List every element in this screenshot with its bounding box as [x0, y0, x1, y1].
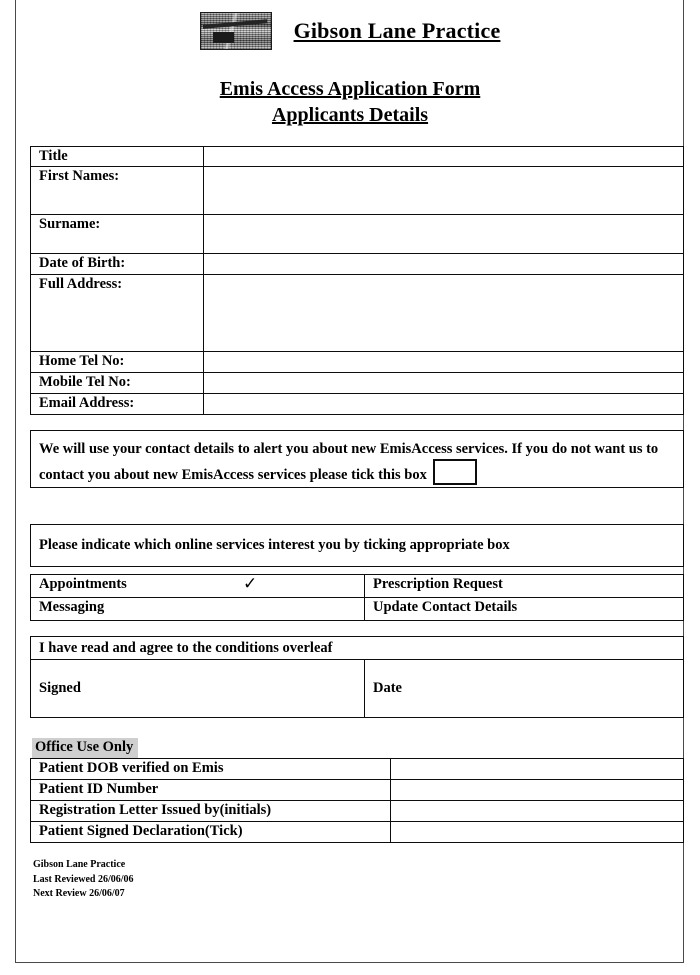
- applicant-details-table: [30, 146, 684, 415]
- table-row: [31, 780, 684, 801]
- table-row: [31, 253, 684, 274]
- document-masthead: [0, 12, 700, 50]
- page-edge-line-left: [15, 0, 16, 963]
- table-row: [31, 372, 684, 393]
- office-label-signed-declaration: Patient Signed Declaration(Tick): [31, 822, 391, 843]
- practice-building-photo: [200, 12, 272, 50]
- field-label-surname: Surname:: [31, 214, 204, 253]
- field-label-home-tel: Home Tel No:: [31, 351, 204, 372]
- table-row: [31, 274, 684, 351]
- page-edge-line-bottom: [15, 962, 684, 963]
- field-value-email-address[interactable]: [204, 393, 684, 414]
- table-row: [31, 759, 684, 780]
- service-option-update-contact-details[interactable]: Update Contact Details: [365, 598, 684, 621]
- field-label-full-address: Full Address:: [31, 274, 204, 351]
- office-value-dob-verified[interactable]: [391, 759, 684, 780]
- field-label-first-names: First Names:: [31, 166, 204, 214]
- service-option-messaging[interactable]: Messaging: [31, 598, 365, 621]
- table-row: [31, 147, 684, 167]
- date-field[interactable]: Date: [365, 660, 684, 718]
- field-value-title[interactable]: [204, 147, 684, 167]
- footer-line-practice: Gibson Lane Practice: [33, 859, 126, 870]
- signed-field[interactable]: Signed: [31, 660, 365, 718]
- field-label-date-of-birth: Date of Birth:: [31, 253, 204, 274]
- office-use-table: [30, 758, 684, 843]
- field-value-full-address[interactable]: [204, 274, 684, 351]
- service-option-appointments[interactable]: [31, 575, 365, 598]
- table-row: [31, 166, 684, 214]
- field-value-first-names[interactable]: [204, 166, 684, 214]
- online-services-table: [30, 574, 684, 621]
- field-label-mobile-tel: Mobile Tel No:: [31, 372, 204, 393]
- office-value-signed-declaration[interactable]: [391, 822, 684, 843]
- declaration-statement-box: [30, 636, 684, 660]
- office-label-patient-id: Patient ID Number: [31, 780, 391, 801]
- practice-name-heading: Gibson Lane Practice: [293, 18, 501, 43]
- contact-consent-paragraph: [39, 439, 673, 485]
- field-value-date-of-birth[interactable]: [204, 253, 684, 274]
- form-title-line-2: Applicants Details: [271, 104, 429, 127]
- table-row: [31, 660, 684, 718]
- form-title-block: [0, 76, 700, 129]
- table-row: [31, 822, 684, 843]
- online-services-instruction: Please indicate which online services interest you by ticking appropriate box: [39, 537, 510, 553]
- checkmark-icon: ✓: [243, 574, 258, 594]
- office-value-patient-id[interactable]: [391, 780, 684, 801]
- field-value-surname[interactable]: [204, 214, 684, 253]
- field-label-email-address: Email Address:: [31, 393, 204, 414]
- signature-table: [30, 659, 684, 718]
- footer-line-last-reviewed: Last Reviewed 26/06/06: [33, 873, 134, 885]
- office-value-registration-letter[interactable]: [391, 801, 684, 822]
- field-label-title: Title: [31, 147, 204, 167]
- table-row: [31, 214, 684, 253]
- table-row: [31, 393, 684, 414]
- form-title-line-1: Emis Access Application Form: [219, 78, 481, 100]
- field-value-home-tel[interactable]: [204, 351, 684, 372]
- footer-line-next-review: Next Review 26/06/07: [33, 888, 125, 899]
- declaration-statement: I have read and agree to the conditions overleaf: [39, 639, 333, 656]
- service-label-appointments: Appointments: [39, 576, 127, 592]
- office-label-dob-verified: Patient DOB verified on Emis: [31, 759, 391, 780]
- contact-consent-box: [30, 430, 684, 488]
- table-row: [31, 351, 684, 372]
- table-row: [31, 575, 684, 598]
- table-row: [31, 801, 684, 822]
- table-row: [31, 598, 684, 621]
- service-option-prescription-request[interactable]: Prescription Request: [365, 575, 684, 598]
- office-label-registration-letter: Registration Letter Issued by(initials): [31, 801, 391, 822]
- field-value-mobile-tel[interactable]: [204, 372, 684, 393]
- online-services-instruction-box: [30, 524, 684, 567]
- office-use-heading: Office Use Only: [32, 738, 138, 758]
- document-footer: [33, 858, 134, 902]
- opt-out-checkbox[interactable]: [433, 459, 477, 485]
- contact-consent-text: We will use your contact details to alert you about new EmisAccess services. If you do not want us to contact you about new EmisAccess services please tick this box: [39, 441, 659, 483]
